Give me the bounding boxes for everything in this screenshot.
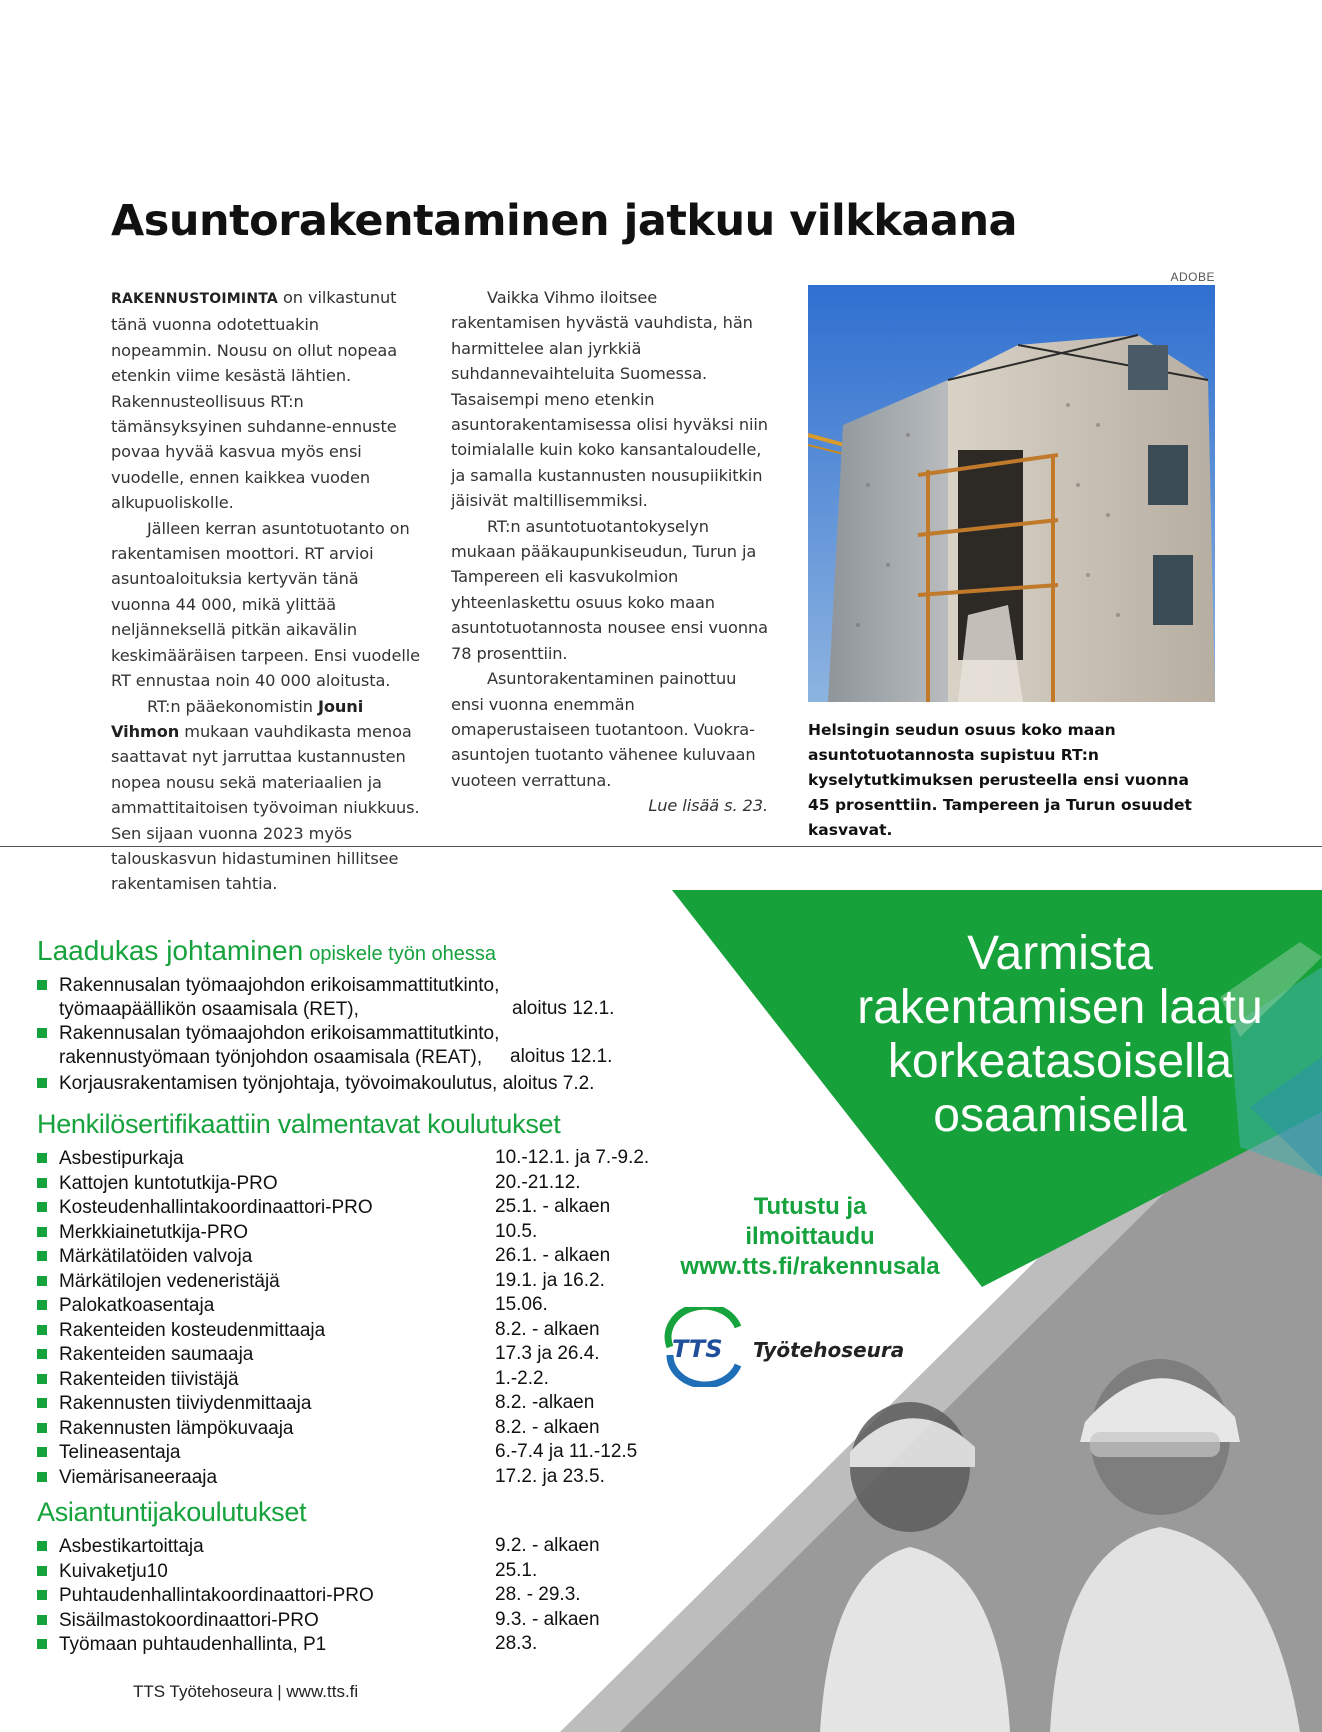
course-date: 9.2. - alkaen bbox=[495, 1535, 600, 1556]
course-name: Puhtaudenhallintakoordinaattori-PRO bbox=[59, 1585, 374, 1606]
course-name: Viemärisaneeraaja bbox=[59, 1466, 218, 1488]
course-date: 17.3 ja 26.4. bbox=[495, 1343, 600, 1364]
bullet-square-icon bbox=[37, 1398, 47, 1408]
tts-advertisement bbox=[0, 847, 1322, 1732]
bullet-square-icon bbox=[37, 1028, 47, 1038]
person-name: Jouni Vihmon bbox=[111, 696, 364, 741]
course-date: 25.1. bbox=[495, 1559, 538, 1581]
course-name: Kuivaketju10 bbox=[59, 1560, 168, 1582]
tts-logo-mark-icon bbox=[658, 1307, 958, 1387]
ad-call-to-action[interactable] bbox=[660, 1192, 960, 1282]
course-date: 1.-2.2. bbox=[495, 1367, 549, 1389]
ad-footer: TTS Työtehoseura | www.tts.fi bbox=[133, 1682, 359, 1701]
section-1-title: Laadukas johtaminen bbox=[37, 935, 304, 966]
course-date: 15.06. bbox=[495, 1294, 548, 1315]
course-item[interactable] bbox=[37, 1196, 373, 1220]
paragraph-5: RT:n asuntotuotantokyselyn mukaan pääkaupunkiseudun, Turun ja Tampereen eli kasvukolmion yhteenlaskettu osuus koko maan asuntotuotannosta nousee ensi vuonna 78 prosenttiin. bbox=[451, 516, 768, 663]
course-name: Sisäilmastokoordinaattori-PRO bbox=[59, 1609, 319, 1631]
course-name: Merkkiainetutkija-PRO bbox=[59, 1221, 248, 1243]
paragraph-3-text-b: mukaan vauhdikasta menoa saattavat nyt jarruttaa kustannusten nopea nousu sekä materiaalien ja ammattitaitoisen työvoiman niukkuus. Sen sijaan vuonna 2023 myös talouskasvun hidastuminen hillitsee rakentamisen tahtia. bbox=[111, 721, 420, 894]
section-title-expert: Asiantuntijakoulutukset bbox=[37, 1497, 307, 1527]
course-item[interactable] bbox=[37, 1368, 239, 1392]
course-item-cont bbox=[37, 998, 359, 1022]
course-item[interactable] bbox=[37, 1584, 374, 1608]
section-1-subtitle: opiskele työn ohessa bbox=[309, 943, 496, 965]
course-name: Rakenteiden tiivistäjä bbox=[59, 1368, 239, 1390]
course-item[interactable] bbox=[37, 1245, 252, 1269]
bullet-square-icon bbox=[37, 1300, 47, 1310]
course-name-line2: rakennustyömaan työnjohdon osaamisala (REAT), bbox=[59, 1047, 483, 1068]
course-item[interactable] bbox=[37, 1633, 326, 1657]
course-date: 20.-21.12. bbox=[495, 1171, 581, 1193]
course-name: Rakenteiden kosteudenmittaaja bbox=[59, 1319, 326, 1341]
course-item[interactable] bbox=[37, 1466, 217, 1490]
tts-logo bbox=[658, 1307, 958, 1387]
slogan-line: korkeatasoisella bbox=[887, 1035, 1233, 1088]
slogan-line: osaamisella bbox=[933, 1089, 1187, 1142]
course-name: Telineasentaja bbox=[59, 1442, 181, 1463]
course-item[interactable] bbox=[37, 1417, 294, 1441]
bullet-square-icon bbox=[37, 1423, 47, 1433]
course-date: 9.3. - alkaen bbox=[495, 1608, 600, 1630]
bullet-square-icon bbox=[37, 1472, 47, 1482]
course-date: 17.2. ja 23.5. bbox=[495, 1465, 605, 1487]
course-item[interactable] bbox=[37, 1022, 499, 1046]
paragraph-1 bbox=[111, 285, 423, 516]
course-item[interactable] bbox=[37, 1270, 280, 1294]
course-name: Kosteudenhallintakoordinaattori-PRO bbox=[59, 1197, 373, 1218]
course-date: 25.1. - alkaen bbox=[495, 1196, 611, 1217]
course-item[interactable] bbox=[37, 1560, 168, 1584]
course-item[interactable] bbox=[37, 1392, 311, 1416]
course-date: 28. - 29.3. bbox=[495, 1584, 581, 1605]
course-date: 10.5. bbox=[495, 1220, 538, 1242]
course-name: Rakennusten lämpökuvaaja bbox=[59, 1417, 294, 1439]
course-date: 6.-7.4 ja 11.-12.5 bbox=[495, 1441, 638, 1462]
ad-slogan bbox=[810, 927, 1310, 1143]
course-date: 8.2. - alkaen bbox=[495, 1318, 600, 1340]
bullet-square-icon bbox=[37, 1615, 47, 1625]
bullet-square-icon bbox=[37, 1590, 47, 1600]
bullet-square-icon bbox=[37, 1374, 47, 1384]
bullet-square-icon bbox=[37, 1227, 47, 1237]
paragraph-4: Vaikka Vihmo iloitsee rakentamisen hyvästä vauhdista, hän harmittelee alan jyrkkiä suhdannevaihteluita Suomessa. Tasaisempi meno etenkin asuntorakentamisessa olisi hyväksi niin toimialalle kuin koko kansantaloudelle, ja samalla kustannusten nousupiikitkin jäisivät maltillisemmiksi. bbox=[451, 288, 768, 511]
course-item[interactable] bbox=[37, 1294, 214, 1318]
paragraph-2: Jälleen kerran asuntotuotanto on rakentamisen moottori. RT arvioi asuntoaloituksia kertyvän tänä vuonna 44 000, mikä ylittää neljänneksellä pitkän aikavälin keskimääräisen tarpeen. Ensi vuodelle RT ennustaa noin 40 000 aloitusta. bbox=[111, 518, 421, 691]
course-date: 8.2. - alkaen bbox=[495, 1416, 600, 1438]
page-reference: Lue lisää s. 23. bbox=[648, 796, 768, 816]
bullet-square-icon bbox=[37, 1541, 47, 1551]
lead-word: RAKENNUSTOIMINTA bbox=[111, 291, 278, 307]
course-date: 8.2. -alkaen bbox=[495, 1392, 595, 1413]
logo-name-text: Työtehoseura bbox=[753, 1338, 905, 1362]
course-name: Palokatkoasentaja bbox=[59, 1295, 215, 1316]
course-date: aloitus 12.1. bbox=[512, 998, 615, 1019]
course-name-line2: työmaapäällikön osaamisala (RET), bbox=[59, 999, 359, 1020]
bullet-square-icon bbox=[37, 1178, 47, 1188]
course-name: Rakennusalan työmaajohdon erikoisammattitutkinto, bbox=[59, 975, 500, 996]
bullet-square-icon bbox=[37, 1276, 47, 1286]
slogan-line: Varmista bbox=[967, 927, 1153, 980]
photo-credit: ADOBE bbox=[1170, 270, 1215, 284]
cta-url-link[interactable]: www.tts.fi/rakennusala bbox=[680, 1253, 940, 1280]
course-item[interactable] bbox=[37, 1441, 180, 1465]
building-photo bbox=[808, 285, 1215, 702]
course-name: Rakenteiden saumaaja bbox=[59, 1344, 254, 1365]
logo-tts-text: TTS bbox=[672, 1335, 723, 1363]
bullet-square-icon bbox=[37, 1202, 47, 1212]
course-item[interactable] bbox=[37, 1172, 278, 1196]
course-date: 26.1. - alkaen bbox=[495, 1245, 611, 1266]
bullet-square-icon bbox=[37, 1447, 47, 1457]
course-name: Märkätilojen vedeneristäjä bbox=[59, 1270, 280, 1292]
bullet-square-icon bbox=[37, 1078, 47, 1088]
paragraph-6: Asuntorakentaminen painottuu ensi vuonna enemmän omaperustaiseen tuotantoon. Vuokra-asuntojen tuotanto vähenee kuluvaan vuoteen verrattuna. bbox=[451, 669, 756, 790]
course-name: Asbestipurkaja bbox=[59, 1148, 184, 1169]
bullet-square-icon bbox=[37, 1639, 47, 1649]
course-name: Märkätilatöiden valvoja bbox=[59, 1246, 253, 1267]
course-item[interactable] bbox=[37, 1535, 204, 1559]
slogan-line: rakentamisen laatu bbox=[857, 981, 1263, 1034]
section-title-certification: Henkilösertifikaattiin valmentavat koulutukset bbox=[37, 1109, 561, 1139]
course-date: 28.3. bbox=[495, 1633, 538, 1654]
course-date: 10.-12.1. ja 7.-9.2. bbox=[495, 1147, 650, 1168]
course-item[interactable] bbox=[37, 1221, 248, 1245]
course-item[interactable] bbox=[37, 974, 499, 998]
bullet-square-icon bbox=[37, 1325, 47, 1335]
bullet-square-icon bbox=[37, 1566, 47, 1576]
course-item[interactable] bbox=[37, 1072, 594, 1096]
bullet-square-icon bbox=[37, 980, 47, 990]
article-column-1 bbox=[111, 285, 423, 897]
course-name: Työmaan puhtaudenhallinta, P1 bbox=[59, 1634, 327, 1655]
course-name: Rakennusten tiiviydenmittaaja bbox=[59, 1393, 312, 1414]
course-name: Rakennusalan työmaajohdon erikoisammattitutkinto, bbox=[59, 1023, 500, 1044]
cta-line: Tutustu ja bbox=[753, 1193, 867, 1220]
article-headline: Asuntorakentaminen jatkuu vilkkaana bbox=[111, 196, 1018, 246]
course-item[interactable] bbox=[37, 1609, 319, 1633]
bullet-square-icon bbox=[37, 1349, 47, 1359]
paragraph-3-text-a: RT:n pääekonomistin bbox=[147, 696, 318, 716]
course-name: Asbestikartoittaja bbox=[59, 1536, 204, 1557]
section-title-leadership bbox=[37, 935, 496, 967]
course-date: aloitus 12.1. bbox=[510, 1046, 613, 1067]
course-item[interactable] bbox=[37, 1319, 325, 1343]
course-name: Korjausrakentamisen työnjohtaja, työvoimakoulutus, aloitus 7.2. bbox=[59, 1073, 595, 1094]
bullet-square-icon bbox=[37, 1251, 47, 1261]
course-item-cont bbox=[37, 1046, 482, 1070]
paragraph-1-text: on vilkastunut tänä vuonna odotettuakin nopeammin. Nousu on ollut nopeaa etenkin viime kesästä lähtien. Rakennusteollisuus RT:n tämänsyksyinen suhdanne-ennuste povaa hyvää kasvua myös ensi vuodelle, ennen kaikkea vuoden alkupuoliskolle. bbox=[111, 288, 398, 513]
article-column-2 bbox=[451, 285, 768, 819]
cta-line: ilmoittaudu bbox=[745, 1223, 875, 1250]
photo-caption: Helsingin seudun osuus koko maan asuntotuotannosta supistuu RT:n kyselytutkimuksen perusteella ensi vuonna 45 prosenttiin. Tampereen ja Turun osuudet kasvavat. bbox=[808, 721, 1192, 839]
bullet-square-icon bbox=[37, 1153, 47, 1163]
course-name: Kattojen kuntotutkija-PRO bbox=[59, 1172, 278, 1194]
course-date: 19.1. ja 16.2. bbox=[495, 1269, 605, 1291]
course-item[interactable] bbox=[37, 1343, 253, 1367]
course-item[interactable] bbox=[37, 1147, 184, 1171]
